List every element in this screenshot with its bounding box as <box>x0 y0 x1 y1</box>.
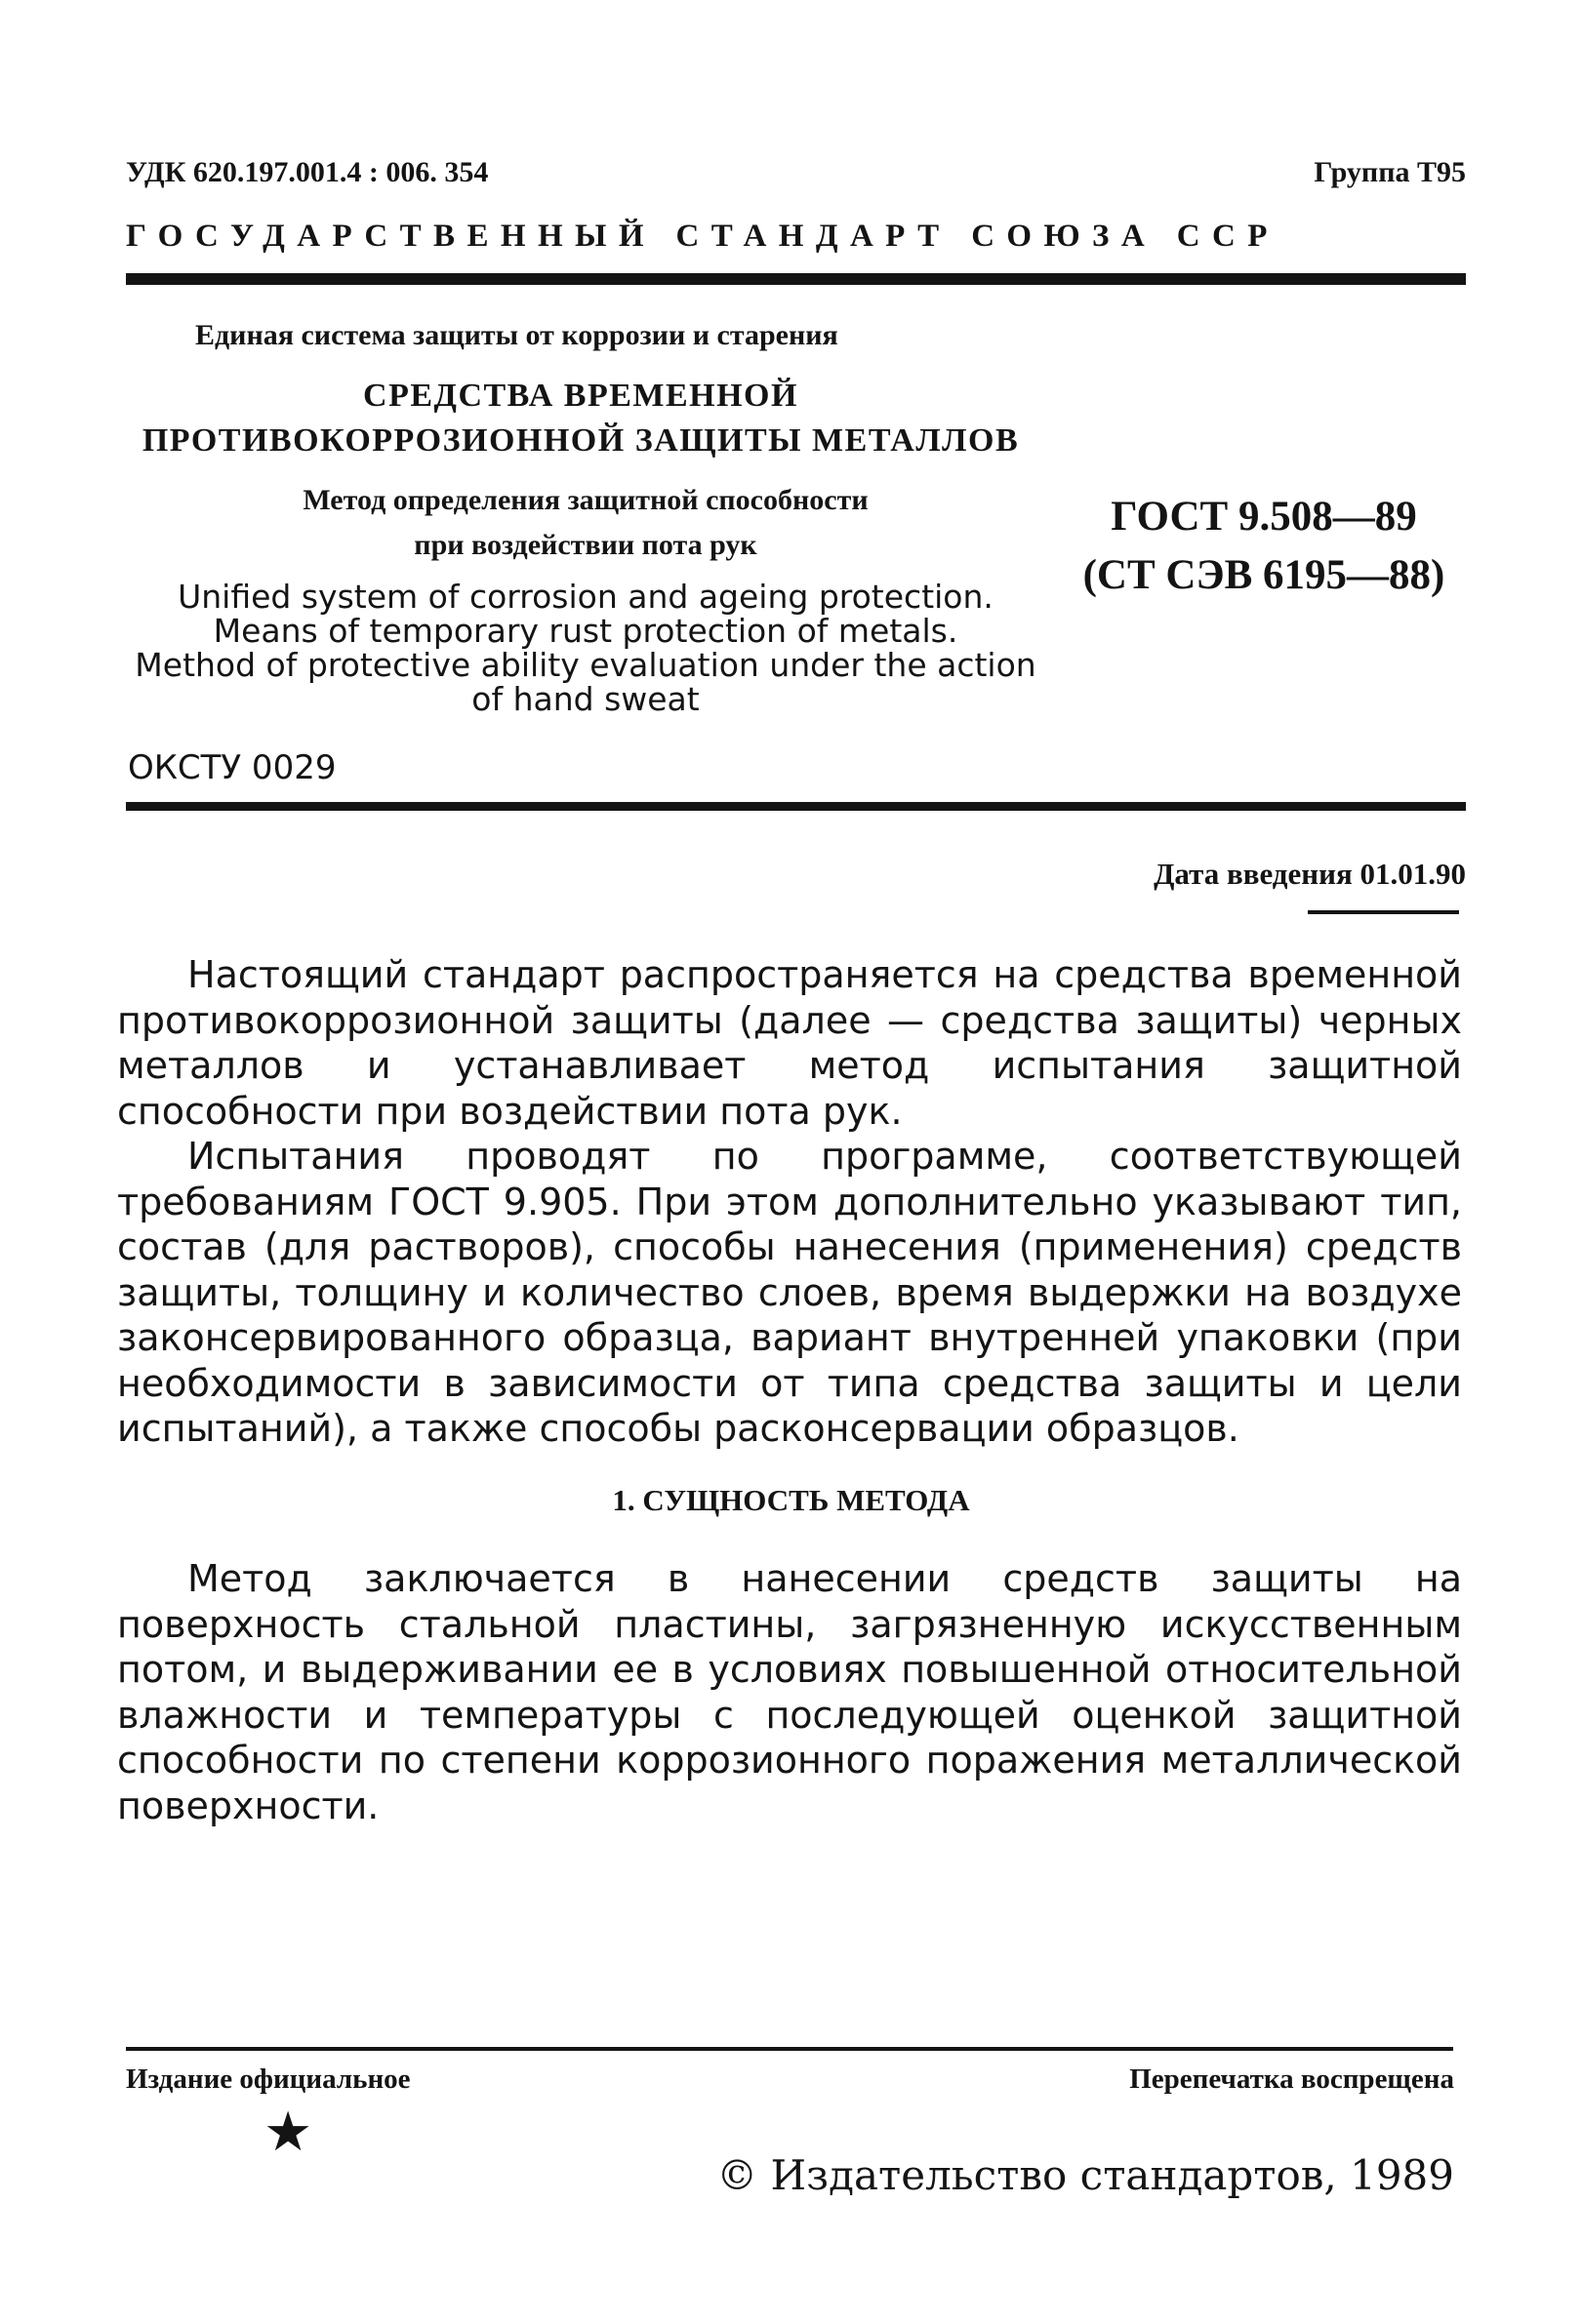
date-underline <box>1308 910 1459 914</box>
official-edition-label: Издание официальное <box>126 2064 411 2095</box>
group-code: Группа Т95 <box>1314 156 1466 188</box>
state-standard-heading: ГОСУДАРСТВЕННЫЙ СТАНДАРТ СОЮЗА ССР <box>126 219 1279 254</box>
english-line-3: Method of protective ability evaluation under the action <box>135 646 1036 684</box>
section-1-text: Метод заключается в нанесении средств защиты на поверхность стальной пластины, загрязненную искусственным потом, и выдерживании ее в условиях повышенной относительной влажности и температуры с последующей оценкой защитной способности по степени коррозионного поражения металлической поверхности. <box>117 1557 1462 1827</box>
subtitle-line-2: при воздействии пота рук <box>414 529 757 561</box>
english-title <box>98 580 1074 716</box>
english-line-1: Unified system of corrosion and ageing protection. <box>178 578 994 616</box>
okstu-code: ОКСТУ 0029 <box>128 748 337 787</box>
english-line-4: of hand sweat <box>471 680 700 718</box>
system-name: Единая система защиты от коррозии и старения <box>195 319 838 351</box>
english-line-2: Means of temporary rust protection of metals. <box>213 612 958 650</box>
reprint-prohibited-label: Перепечатка воспрещена <box>1129 2064 1454 2095</box>
section-1-heading: 1. СУЩНОСТЬ МЕТОДА <box>612 1483 970 1517</box>
document-subtitle <box>195 478 976 568</box>
st-sev-number: (СТ СЭВ 6195—88) <box>1082 552 1445 598</box>
title-line-2: ПРОТИВОКОРРОЗИОННОЙ ЗАЩИТЫ МЕТАЛЛОВ <box>142 422 1020 459</box>
document-title <box>127 374 1034 463</box>
testing-paragraph: Испытания проводят по программе, соответствующей требованиям ГОСТ 9.905. При этом дополнительно указывают тип, состав (для растворов), способы нанесения (применения) средств защиты, толщину и количество слоев, время выдержки на воздухе законсервированного образца, вариант внутренней упаковки (при необходимости в зависимости от типа средства защиты и цели испытаний), а также способы расконсервации образцов. <box>117 1135 1462 1450</box>
subtitle-line-1: Метод определения защитной способности <box>303 484 869 516</box>
footer-rule <box>126 2047 1453 2051</box>
middle-rule <box>126 802 1466 811</box>
introduction-date: Дата введения 01.01.90 <box>1154 857 1466 891</box>
gost-number: ГОСТ 9.508—89 <box>1111 494 1417 540</box>
gost-designation <box>1064 488 1464 605</box>
udk-code: УДК 620.197.001.4 : 006. 354 <box>126 156 489 188</box>
star-icon: ★ <box>264 2101 313 2164</box>
publisher-copyright: © Издательство стандартов, 1989 <box>716 2151 1454 2199</box>
top-rule <box>126 273 1466 285</box>
title-line-1: СРЕДСТВА ВРЕМЕННОЙ <box>363 378 798 414</box>
scope-paragraph: Настоящий стандарт распространяется на средства временной противокоррозионной защиты (далее — средства защиты) черных металлов и устанавливает метод испытания защитной способности при воздействии пота рук. <box>117 953 1462 1133</box>
